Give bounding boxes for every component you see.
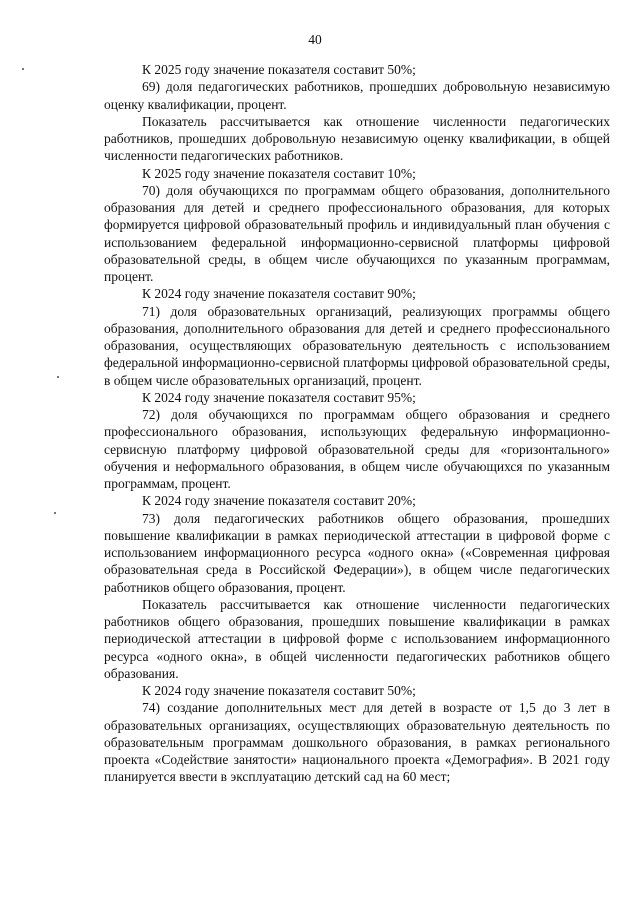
paragraph-69: 69) доля педагогических работников, прошедших добровольную независимую оценку квалификации, процент. <box>104 79 610 112</box>
paragraph-2024-95: К 2024 году значение показателя составит 95%; <box>142 389 416 405</box>
paragraph-73: 73) доля педагогических работников общего образования, прошедших повышение квалификации в рамках периодической аттестации в цифровой форме с использованием информационного ресурса «одного окна» («Современная цифровая образовательная среда в Российской Федерации»), в общем числе педагогических работников общего образования, процент. <box>104 510 610 595</box>
paragraph-2024-50: К 2024 году значение показателя составит 50%; <box>142 683 416 698</box>
scan-speck <box>54 512 56 514</box>
paragraph-70: 70) доля обучающихся по программам общего образования, дополнительного образования для детей и среднего профессионального образования, для которых формируется цифровой образовательный профиль и индивидуальный план обучения с использованием федеральной информационно-сервисной платформы цифровой образовательной среды, в общем числе обучающихся по указанным программам, процент. <box>104 182 610 284</box>
scan-speck <box>57 376 59 378</box>
paragraph-72: 72) доля обучающихся по программам общего образования и среднего профессионального образования, использующих федеральную информационно-сервисную платформу цифровой образовательной среды для «горизонтального» обучения и неформального образования, в общем числе обучающихся по указанным программам, процент. <box>104 407 610 491</box>
paragraph-73-calculation: Показатель рассчитывается как отношение численности педагогических работников общего образования, прошедших повышение квалификации в рамках периодической аттестации в цифровой форме с использованием информационного ресурса «одного окна», в общей численности педагогических работников общего образования. <box>104 596 610 681</box>
paragraph-74: 74) создание дополнительных мест для детей в возрасте от 1,5 до 3 лет в образовательных организациях, осуществляющих образовательную деятельность по образовательным программам дошкольного образования, в рамках регионального проекта «Содействие занятости» национального проекта «Демография». В 2021 году планируется ввести в эксплуатацию детский сад на 60 мест; <box>104 700 610 785</box>
paragraph-2025-10: К 2025 году значение показателя составит 10%; <box>142 165 416 181</box>
paragraph-69-calculation: Показатель рассчитывается как отношение численности педагогических работников, прошедших добровольную независимую оценку квалификации, в общей численности педагогических работников. <box>104 113 610 164</box>
paragraph-71: 71) доля образовательных организаций, реализующих программы общего образования, дополнительного образования для детей и среднего профессионального образования, осуществляющих образовательную деятельность с использованием федеральной информационно-сервисной платформы цифровой образовательной среды, в общем числе образовательных организаций, процент. <box>104 303 610 388</box>
document-body <box>104 61 610 786</box>
scan-speck <box>22 68 24 70</box>
paragraph-2025-50: К 2025 году значение показателя составит 50%; <box>142 62 416 77</box>
paragraph-2024-20: К 2024 году значение показателя составит 20%; <box>142 493 416 509</box>
page-number: 40 <box>308 32 322 47</box>
paragraph-2024-90: К 2024 году значение показателя составит 90%; <box>142 286 416 302</box>
